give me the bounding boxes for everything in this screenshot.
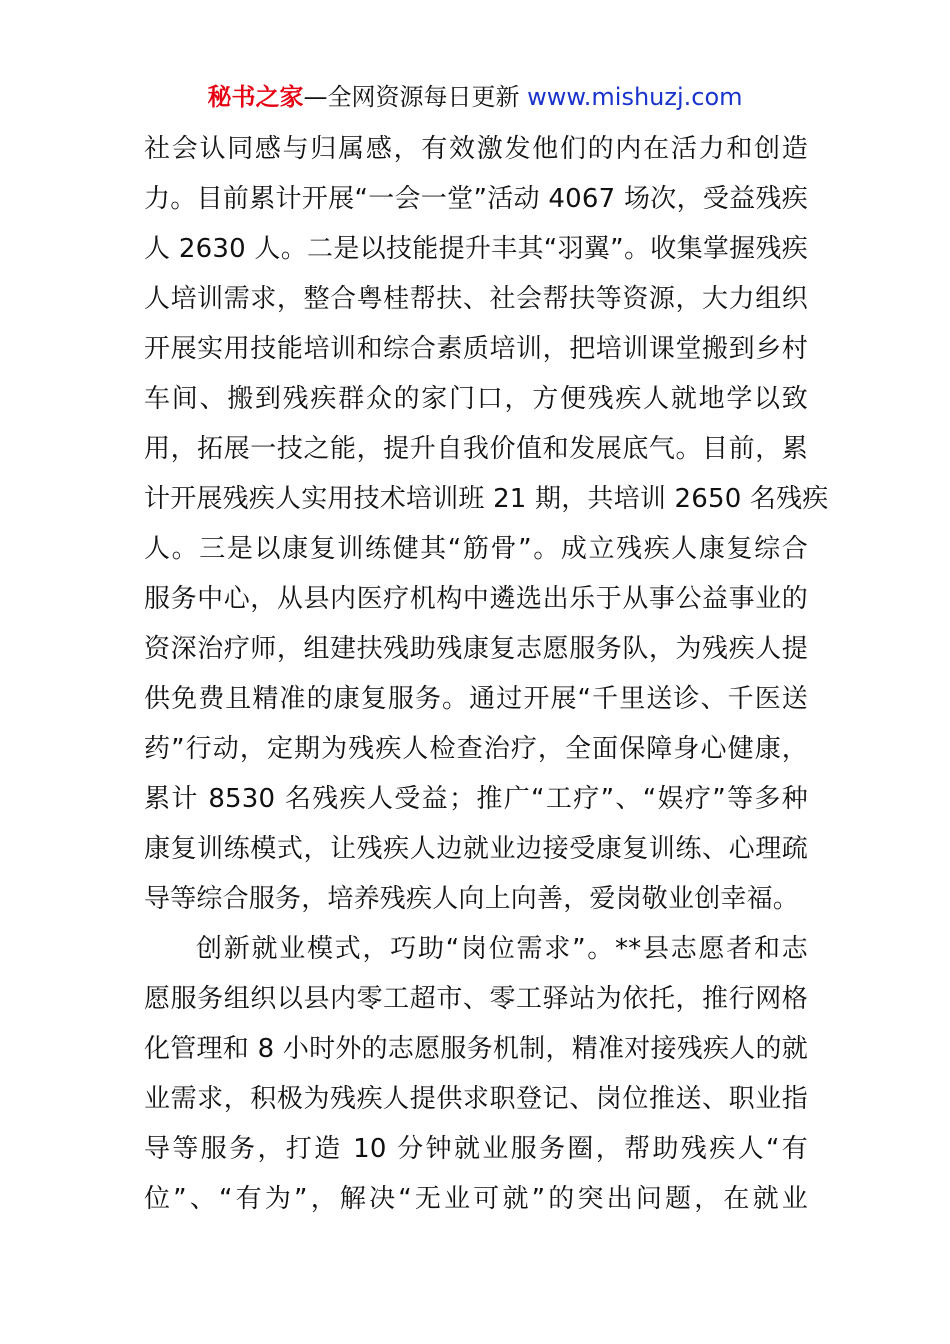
text-line: 资深治疗师，组建扶残助残康复志愿服务队，为残疾人提 — [144, 634, 808, 664]
page-header — [0, 80, 950, 114]
header-tagline: —全网资源每日更新 — [303, 83, 528, 111]
text-line: 愿服务组织以县内零工超市、零工驿站为依托，推行网格 — [144, 984, 808, 1014]
brand-name: 秘书之家 — [207, 83, 304, 111]
text-line: 服务中心，从县内医疗机构中遴选出乐于从事公益事业的 — [144, 584, 808, 614]
text-line: 业需求，积极为残疾人提供求职登记、岗位推送、职业指 — [144, 1084, 808, 1114]
text-line: 位”、“有为”，解决“无业可就”的突出问题，在就业 — [144, 1184, 808, 1214]
text-line: 累计 8530 名残疾人受益；推广“工疗”、“娱疗”等多种 — [144, 784, 808, 814]
paragraph-start-line: 创新就业模式，巧助“岗位需求”。**县志愿者和志 — [196, 934, 808, 964]
text-line: 开展实用技能培训和综合素质培训，把培训课堂搬到乡村 — [144, 334, 808, 364]
text-line: 药”行动，定期为残疾人检查治疗，全面保障身心健康， — [144, 734, 808, 764]
document-body — [144, 124, 829, 1224]
text-line: 用，拓展一技之能，提升自我价值和发展底气。目前，累 — [144, 434, 808, 464]
text-line: 人。三是以康复训练健其“筋骨”。成立残疾人康复综合 — [144, 534, 808, 564]
text-line: 供免费且精准的康复服务。通过开展“千里送诊、千医送 — [144, 684, 808, 714]
text-line: 导等服务，打造 10 分钟就业服务圈，帮助残疾人“有 — [144, 1134, 808, 1164]
text-line: 社会认同感与归属感，有效激发他们的内在活力和创造 — [144, 134, 808, 164]
text-line: 康复训练模式，让残疾人边就业边接受康复训练、心理疏 — [144, 834, 808, 864]
text-line: 化管理和 8 小时外的志愿服务机制，精准对接残疾人的就 — [144, 1034, 808, 1064]
text-line: 力。目前累计开展“一会一堂”活动 4067 场次，受益残疾 — [144, 184, 808, 214]
website-link[interactable]: www.mishuzj.com — [527, 83, 743, 111]
text-line: 计开展残疾人实用技术培训班 21 期，共培训 2650 名残疾 — [144, 484, 829, 514]
text-line: 车间、搬到残疾群众的家门口，方便残疾人就地学以致 — [144, 384, 808, 414]
paragraph-end-line: 导等综合服务，培养残疾人向上向善，爱岗敬业创幸福。 — [144, 884, 800, 914]
text-line: 人 2630 人。二是以技能提升丰其“羽翼”。收集掌握残疾 — [144, 234, 808, 264]
text-line: 人培训需求，整合粤桂帮扶、社会帮扶等资源，大力组织 — [144, 284, 808, 314]
